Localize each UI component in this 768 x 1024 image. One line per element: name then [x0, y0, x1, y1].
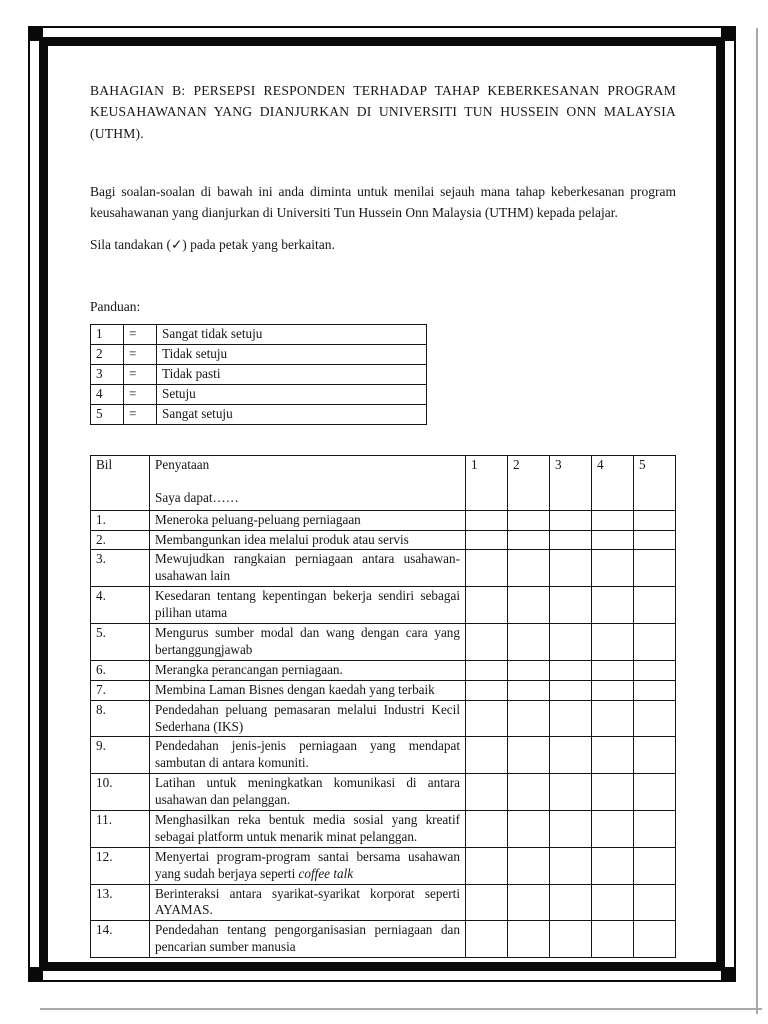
answer-cell	[550, 624, 592, 661]
answer-cell	[634, 587, 676, 624]
statement-text: Menyertai program-program santai bersama usahawan yang sudah berjaya seperti coffee talk	[150, 847, 466, 884]
answer-cell	[508, 510, 550, 530]
statement-text: Meneroka peluang-peluang perniagaan	[150, 510, 466, 530]
answer-cell	[550, 587, 592, 624]
statement-row-3	[91, 550, 676, 587]
answer-cell	[550, 550, 592, 587]
answer-cell	[592, 510, 634, 530]
answer-cell	[634, 510, 676, 530]
header-scale-1: 1	[466, 455, 508, 510]
answer-cell	[508, 737, 550, 774]
answer-cell	[550, 921, 592, 958]
answer-cell	[592, 660, 634, 680]
answer-cell	[634, 774, 676, 811]
answer-cell	[466, 624, 508, 661]
row-number: 8.	[91, 700, 150, 737]
row-number: 6.	[91, 660, 150, 680]
header-saya-dapat-label: Saya dapat……	[155, 489, 239, 505]
statement-row-11	[91, 810, 676, 847]
guide-row	[91, 404, 427, 424]
answer-cell	[550, 884, 592, 921]
answer-cell	[466, 774, 508, 811]
instruction-line: Sila tandakan (✓) pada petak yang berkaitan.	[90, 237, 335, 253]
statement-row-14	[91, 921, 676, 958]
rating-table-header-row	[91, 455, 676, 510]
guide-scale-number: 2	[91, 345, 124, 365]
guide-scale-number: 4	[91, 384, 124, 404]
answer-cell	[550, 810, 592, 847]
statement-text: Kesedaran tentang kepentingan bekerja sendiri sebagai pilihan utama	[150, 587, 466, 624]
answer-cell	[466, 587, 508, 624]
answer-cell	[550, 530, 592, 550]
guide-scale-label: Tidak setuju	[157, 345, 427, 365]
border-corner-square-bottom-right	[721, 967, 734, 980]
border-corner-square-bottom-left	[30, 967, 43, 980]
answer-cell	[508, 810, 550, 847]
italic-phrase: coffee talk	[298, 865, 354, 881]
row-number: 10.	[91, 774, 150, 811]
answer-cell	[466, 921, 508, 958]
guide-row	[91, 345, 427, 365]
answer-cell	[508, 700, 550, 737]
answer-cell	[550, 737, 592, 774]
statement-text: Pendedahan jenis-jenis perniagaan yang mendapat sambutan di antara komuniti.	[150, 737, 466, 774]
answer-cell	[466, 810, 508, 847]
answer-cell	[592, 884, 634, 921]
header-scale-4: 4	[592, 455, 634, 510]
answer-cell	[508, 624, 550, 661]
guide-scale-label: Sangat setuju	[157, 404, 427, 424]
header-penyataan-label: Penyataan	[155, 456, 210, 472]
row-number: 2.	[91, 530, 150, 550]
guide-row	[91, 365, 427, 385]
answer-cell	[508, 921, 550, 958]
guide-scale-number: 1	[91, 325, 124, 345]
statement-text: Mengurus sumber modal dan wang dengan cara yang bertanggungjawab	[150, 624, 466, 661]
guide-scale-number: 5	[91, 404, 124, 424]
answer-cell	[634, 847, 676, 884]
answer-cell	[592, 530, 634, 550]
answer-cell	[466, 660, 508, 680]
answer-cell	[634, 921, 676, 958]
header-scale-5: 5	[634, 455, 676, 510]
answer-cell	[592, 847, 634, 884]
answer-cell	[508, 660, 550, 680]
statement-text: Pendedahan peluang pemasaran melalui Industri Kecil Sederhana (IKS)	[150, 700, 466, 737]
answer-cell	[550, 700, 592, 737]
answer-cell	[466, 680, 508, 700]
answer-cell	[508, 847, 550, 884]
guide-scale-label: Setuju	[157, 384, 427, 404]
answer-cell	[466, 884, 508, 921]
statement-text: Pendedahan tentang pengorganisasian perniagaan dan pencarian sumber manusia	[150, 921, 466, 958]
guide-equals: =	[124, 365, 157, 385]
statement-text: Merangka perancangan perniagaan.	[150, 660, 466, 680]
answer-cell	[592, 587, 634, 624]
answer-cell	[592, 774, 634, 811]
statement-text: Berinteraksi antara syarikat-syarikat korporat seperti AYAMAS.	[150, 884, 466, 921]
answer-cell	[592, 624, 634, 661]
statement-row-12	[91, 847, 676, 884]
answer-cell	[634, 700, 676, 737]
answer-cell	[592, 737, 634, 774]
row-number: 7.	[91, 680, 150, 700]
answer-cell	[508, 680, 550, 700]
statement-text: Menghasilkan reka bentuk media sosial yang kreatif sebagai platform untuk menarik minat pelanggan.	[150, 810, 466, 847]
guide-scale-number: 3	[91, 365, 124, 385]
answer-cell	[592, 700, 634, 737]
statement-row-6	[91, 660, 676, 680]
answer-cell	[550, 774, 592, 811]
answer-cell	[466, 510, 508, 530]
answer-cell	[508, 587, 550, 624]
guide-equals: =	[124, 404, 157, 424]
guide-row	[91, 384, 427, 404]
answer-cell	[508, 774, 550, 811]
row-number: 1.	[91, 510, 150, 530]
statement-row-8	[91, 700, 676, 737]
document-content	[90, 80, 676, 958]
statement-text: Latihan untuk meningkatkan komunikasi di antara usahawan dan pelanggan.	[150, 774, 466, 811]
statement-text: Membangunkan idea melalui produk atau servis	[150, 530, 466, 550]
answer-cell	[634, 550, 676, 587]
statement-text: Membina Laman Bisnes dengan kaedah yang terbaik	[150, 680, 466, 700]
answer-cell	[466, 737, 508, 774]
row-number: 11.	[91, 810, 150, 847]
answer-cell	[466, 700, 508, 737]
rating-table	[90, 455, 676, 958]
guide-scale-label: Tidak pasti	[157, 365, 427, 385]
statement-row-2	[91, 530, 676, 550]
answer-cell	[592, 550, 634, 587]
guide-equals: =	[124, 345, 157, 365]
answer-cell	[634, 810, 676, 847]
statement-row-10	[91, 774, 676, 811]
answer-cell	[466, 530, 508, 550]
statement-row-13	[91, 884, 676, 921]
statement-row-1	[91, 510, 676, 530]
answer-cell	[550, 510, 592, 530]
answer-cell	[634, 680, 676, 700]
statement-text: Mewujudkan rangkaian perniagaan antara usahawan-usahawan lain	[150, 550, 466, 587]
row-number: 12.	[91, 847, 150, 884]
header-penyataan	[150, 455, 466, 510]
scan-edge-line-bottom	[40, 1008, 762, 1010]
guide-equals: =	[124, 325, 157, 345]
statement-row-9	[91, 737, 676, 774]
answer-cell	[550, 660, 592, 680]
answer-cell	[466, 847, 508, 884]
row-number: 5.	[91, 624, 150, 661]
answer-cell	[592, 680, 634, 700]
answer-cell	[550, 847, 592, 884]
statement-row-7	[91, 680, 676, 700]
row-number: 13.	[91, 884, 150, 921]
row-number: 9.	[91, 737, 150, 774]
header-scale-3: 3	[550, 455, 592, 510]
guide-scale-label: Sangat tidak setuju	[157, 325, 427, 345]
guide-row	[91, 325, 427, 345]
intro-paragraph: Bagi soalan-soalan di bawah ini anda diminta untuk menilai sejauh mana tahap keberkesanan program keusahawanan yang dianjurkan di Universiti Tun Hussein Onn Malaysia (UTHM) kepada pelajar.	[90, 184, 676, 221]
answer-cell	[592, 921, 634, 958]
answer-cell	[508, 530, 550, 550]
guide-label: Panduan:	[90, 299, 141, 315]
header-bil: Bil	[91, 455, 150, 510]
answer-cell	[508, 550, 550, 587]
header-scale-2: 2	[508, 455, 550, 510]
border-corner-square-top-left	[30, 28, 43, 41]
section-title: BAHAGIAN B: PERSEPSI RESPONDEN TERHADAP TAHAP KEBERKESANAN PROGRAM KEUSAHAWANAN YANG DIANJURKAN DI UNIVERSITI TUN HUSSEIN ONN MALAYSIA (UTHM).	[90, 83, 676, 141]
answer-cell	[634, 530, 676, 550]
row-number: 3.	[91, 550, 150, 587]
statement-row-5	[91, 624, 676, 661]
statement-row-4	[91, 587, 676, 624]
row-number: 14.	[91, 921, 150, 958]
answer-cell	[550, 680, 592, 700]
answer-cell	[592, 810, 634, 847]
answer-cell	[508, 884, 550, 921]
guide-equals: =	[124, 384, 157, 404]
answer-cell	[634, 624, 676, 661]
answer-cell	[634, 884, 676, 921]
row-number: 4.	[91, 587, 150, 624]
answer-cell	[634, 737, 676, 774]
guide-table	[90, 324, 427, 424]
scan-edge-line-right	[756, 28, 758, 1014]
answer-cell	[634, 660, 676, 680]
border-corner-square-top-right	[721, 28, 734, 41]
answer-cell	[466, 550, 508, 587]
